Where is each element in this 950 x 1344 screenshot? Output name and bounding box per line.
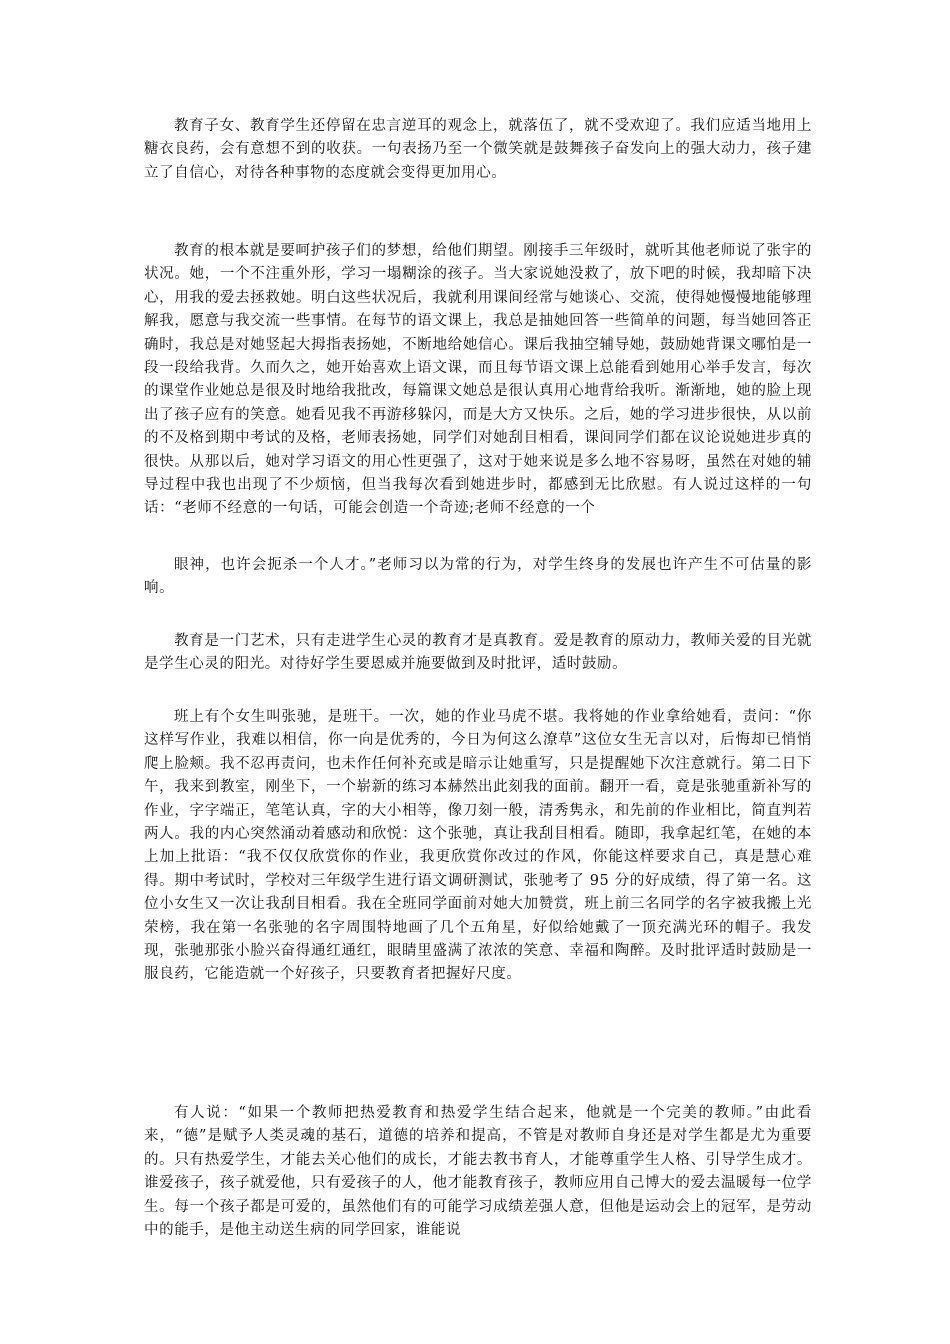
paragraph-praise-motivation: 教育子女、教育学生还停留在忠言逆耳的观念上，就落伍了，就不受欢迎了。我们应适当地用上糖衣良药，会有意想不到的收获。一句表扬乃至一个微笑就是鼓舞孩子奋发向上的强大动力，孩子建立了自信心，对待各种事物的态度就会变得更加用心。: [144, 118, 812, 181]
paragraph-love-students: 有人说：“如果一个教师把热爱教育和热爱学生结合起来，他就是一个完美的教师。”由此看来，“德”是赋予人类灵魂的基石，道德的培养和提高，不管是对教师自身还是对学生都是尤为重要的。只有热爱学生，才能去关心他们的成长，才能去教书育人，才能尊重学生人格、引导学生成才。谁爱孩子，孩子就爱他，只有爱孩子的人，他才能教育孩子，教师应用自己博大的爱去温暖每一位学生。每一个孩子都是可爱的，虽然他们有的可能学习成绩差强人意，但他是运动会上的冠军，是劳动中的能手，是他主动送生病的同学回家，谁能说: [144, 1105, 812, 1239]
paragraph-teacher-glance: 眼神，也许会扼杀一个人才。”老师习以为常的行为，对学生终身的发展也许产生不可估量的影响。: [144, 557, 812, 597]
paragraph-zhang-yu-story: 教育的根本就是要呵护孩子们的梦想，给他们期望。刚接手三年级时，就听其他老师说了张宇的状况。她，一个不注重外形，学习一塌糊涂的孩子。当大家说她没救了，放下吧的时候，我却暗下决心，用我的爱去拯救她。明白这些状况后，我就利用课间经常与她谈心、交流，使得她慢慢地能够理解我，愿意与我交流一些事情。在每节的语文课上，我总是抽她回答一些简单的问题，每当她回答正确时，我总是对她竖起大拇指表扬她，不断地给她信心。课后我抽空辅导她，鼓励她背课文哪怕是一段一段给我背。久而久之，她开始喜欢上语文课，而且每节语文课上总能看到她用心举手发言，每次的课堂作业她总是很及时地给我批改，每篇课文她总是很认真用心地背给我听。渐渐地，她的脸上现出了孩子应有的笑意。她看见我不再游移躲闪，而是大方又快乐。之后，她的学习进步很快，从以前的不及格到期中考试的及格，老师表扬她，同学们对她刮目相看，课间同学们都在议论说她进步真的很快。从那以后，她对学习语文的用心性更强了，这对于她来说是多么地不容易呀，虽然在对她的辅导过程中我也出现了不少烦恼，但当我每次看到她进步时，都感到无比欣慰。有人说过这样的一句话：“老师不经意的一句话，可能会创造一个奇迹;老师不经意的一个: [144, 243, 812, 517]
paragraph-zhang-chi-story: 班上有个女生叫张驰，是班干。一次，她的作业马虎不堪。我将她的作业拿给她看，责问：“你这样写作业，我难以相信，你一向是优秀的，今日为何这么潦草”这位女生无言以对，后悔却已悄悄爬上脸颊。我不忍再责问，也未作任何补充或是暗示让她重写，只是提醒她下次注意就行。第二日下午，我来到教室，刚坐下，一个崭新的练习本赫然出此刻我的面前。翻开一看，竟是张驰重新补写的作业，字字端正，笔笔认真，字的大小相等，像刀刻一般，清秀隽永，和先前的作业相比，简直判若两人。我的内心突然涌动着感动和欣悦：这个张驰，真让我刮目相看。随即，我拿起红笔，在她的本上加上批语：“我不仅仅欣赏你的作业，我更欣赏你改过的作风，你能这样要求自己，真是慧心难得。期中考试时，学校对三年级学生进行语文调研测试，张驰考了 95 分的好成绩，得了第一名。这位小女生又一次让我刮目相看。我在全班同学面前对她大加赞赏，班上前三名同学的名字被我搬上光荣榜，我在第一名张驰的名字周围特地画了几个五角星，好似给她戴了一顶充满光环的帽子。我发现，张驰那张小脸兴奋得通红通红，眼睛里盛满了浓浓的笑意、幸福和陶醉。及时批评适时鼓励是一服良药，它能造就一个好孩子，只要教育者把握好尺度。: [144, 709, 812, 983]
paragraph-education-art: 教育是一门艺术，只有走进学生心灵的教育才是真教育。爱是教育的原动力，教师关爱的目光就是学生心灵的阳光。对待好学生要恩威并施要做到及时批评，适时鼓励。: [144, 633, 812, 673]
